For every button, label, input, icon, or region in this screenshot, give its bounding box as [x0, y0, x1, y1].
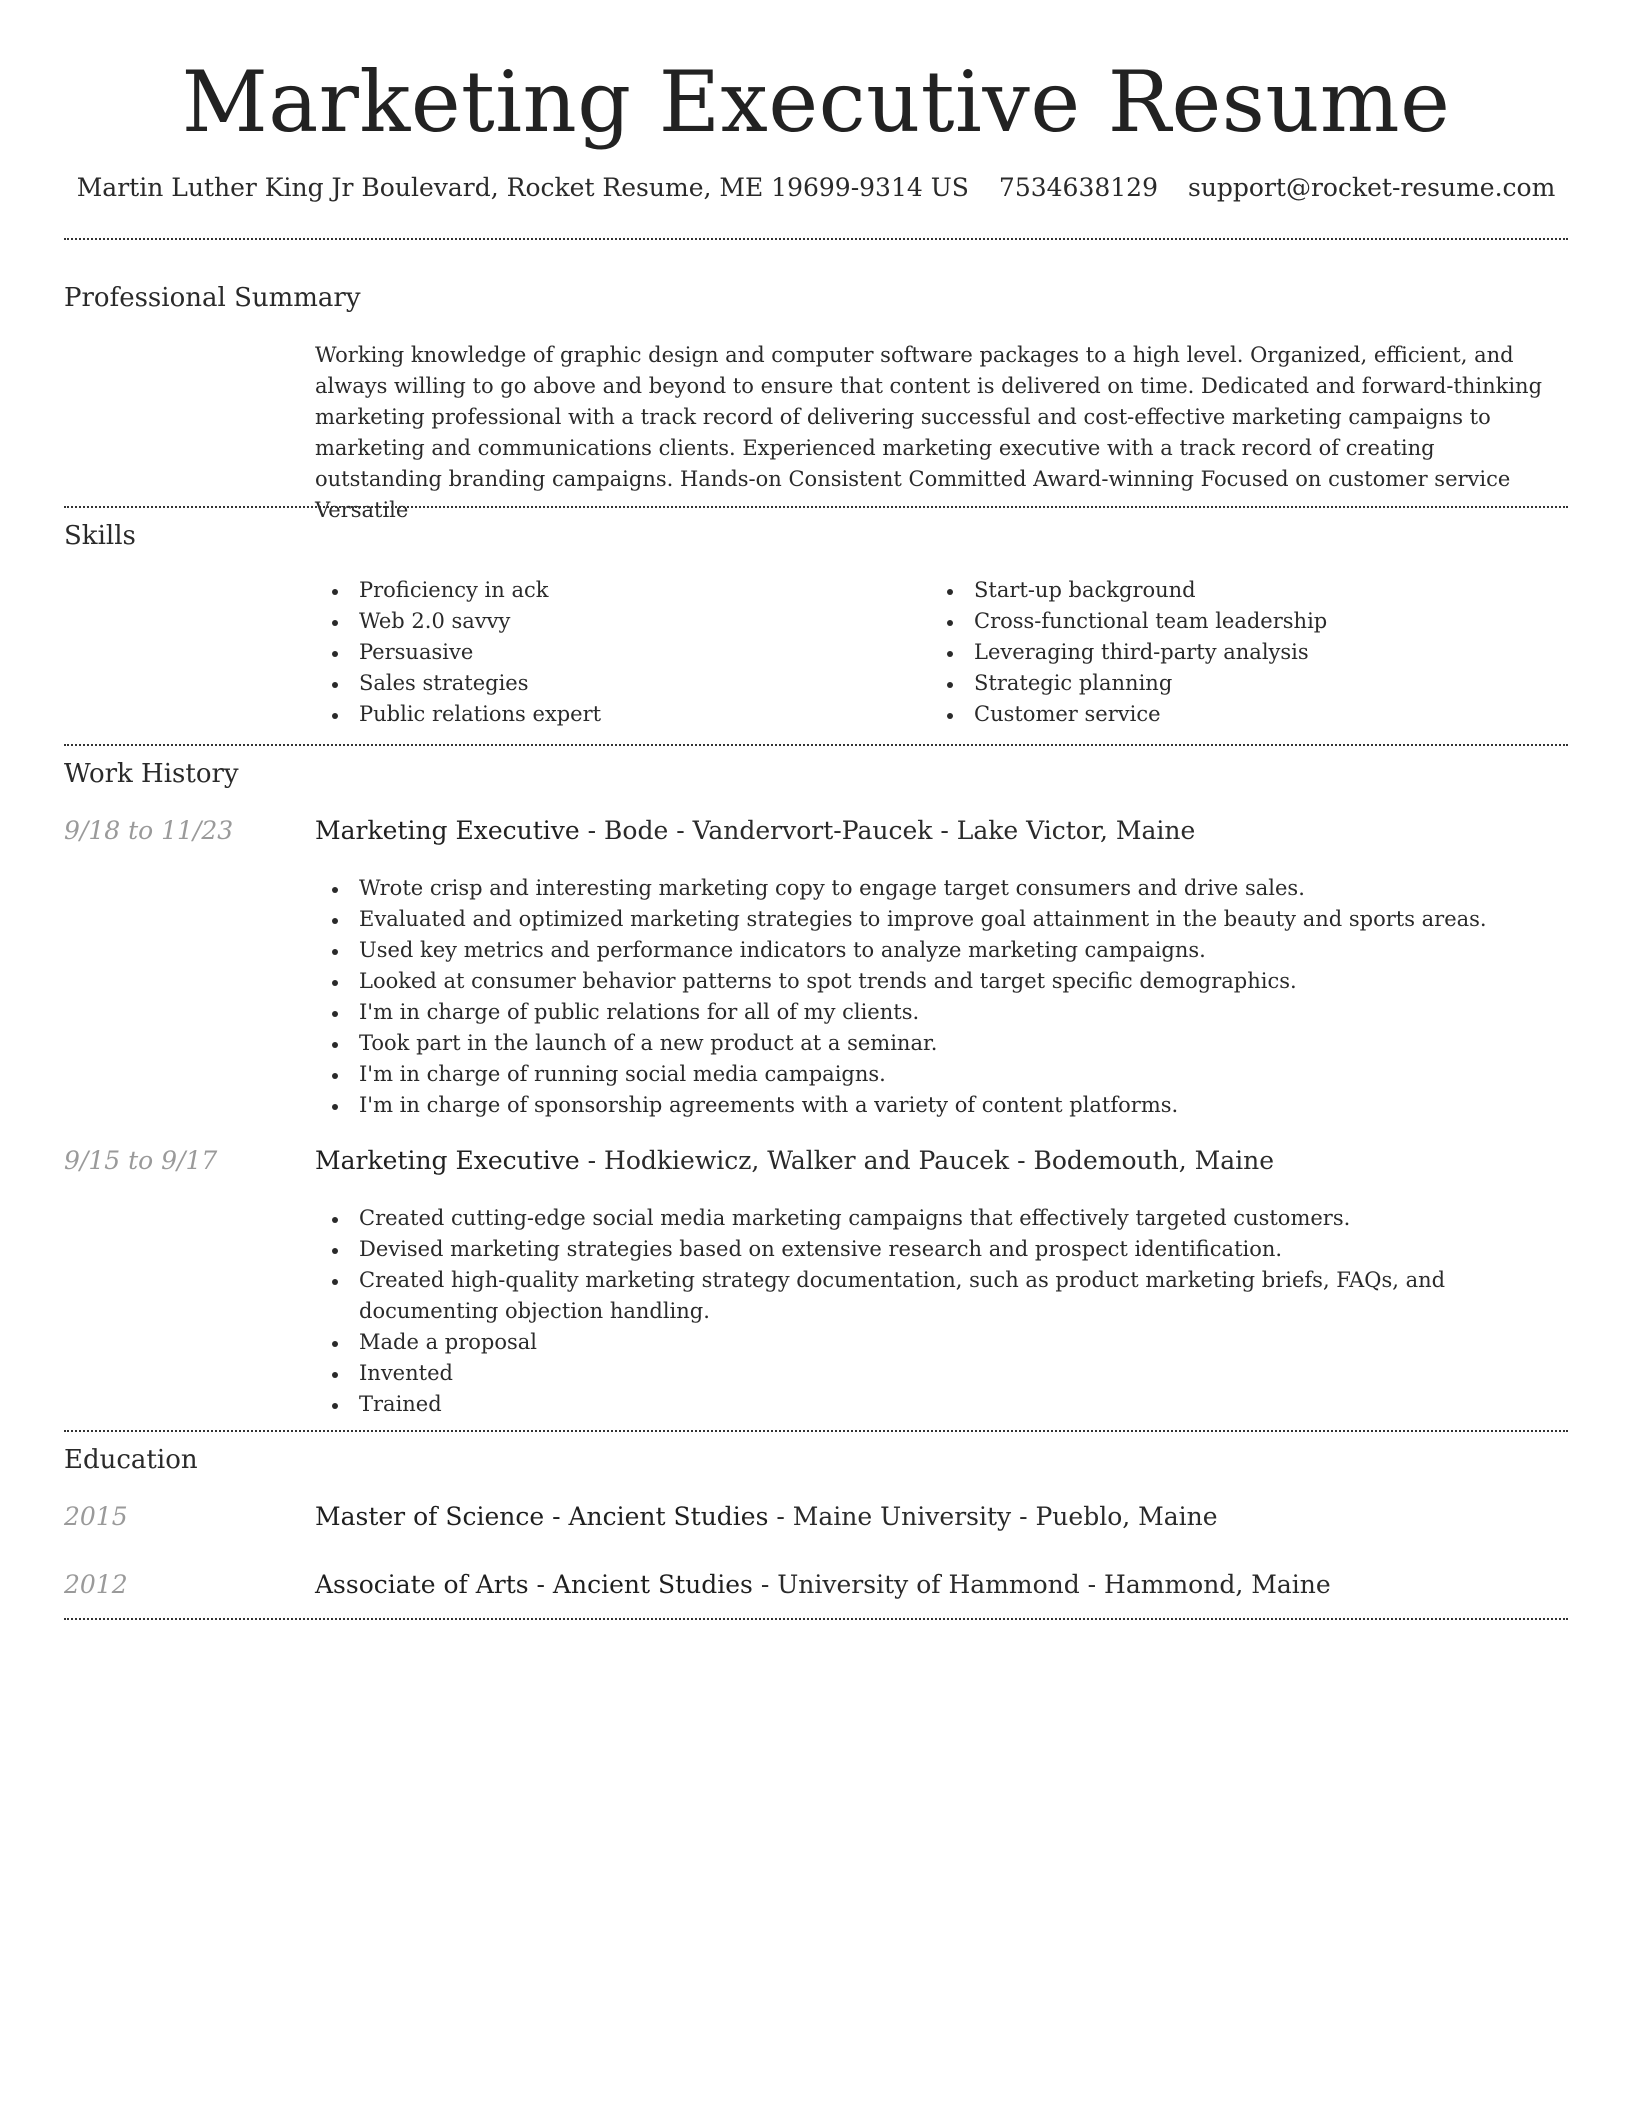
job-bullet: Wrote crisp and interesting marketing copy to engage target consumers and drive sales.: [315, 873, 1565, 904]
job-title: [315, 1143, 1274, 1179]
job-title: [315, 813, 1195, 849]
job-dates: 9/15 to 9/17: [64, 1146, 218, 1175]
job-role: Marketing Executive: [315, 1146, 580, 1175]
skill-item: Sales strategies: [315, 668, 915, 699]
contact-email[interactable]: support@rocket-resume.com: [1187, 173, 1556, 202]
section-divider: [64, 238, 1568, 240]
job-bullet: Created high-quality marketing strategy documentation, such as product marketing briefs, FAQs, and documenting objection handling.: [315, 1265, 1565, 1327]
education-degree: Associate of Arts - Ancient Studies: [315, 1570, 753, 1599]
education-heading: Education: [64, 1445, 198, 1475]
resume-title: Marketing Executive Resume: [181, 53, 1451, 151]
skill-item: Proficiency in ack: [315, 575, 915, 606]
work-history-heading: Work History: [64, 759, 239, 789]
contact-phone: 7534638129: [998, 173, 1158, 202]
skills-list-right: [930, 575, 1550, 730]
job-bullet: I'm in charge of public relations for all of my clients.: [315, 997, 1565, 1028]
summary-heading: Professional Summary: [64, 283, 361, 313]
contact-address: Martin Luther King Jr Boulevard, Rocket Resume, ME 19699-9314 US: [76, 173, 969, 202]
skill-item: Strategic planning: [930, 668, 1550, 699]
job-bullets: [315, 1203, 1565, 1420]
section-divider: [64, 506, 1568, 508]
job-employer: - Hodkiewicz, Walker and Paucek - Bodemouth, Maine: [579, 1146, 1275, 1175]
job-bullet: Created cutting-edge social media marketing campaigns that effectively targeted customers.: [315, 1203, 1565, 1234]
education-year: 2012: [64, 1570, 128, 1599]
skill-item: Customer service: [930, 699, 1550, 730]
skill-item: Public relations expert: [315, 699, 915, 730]
job-dates: 9/18 to 11/23: [64, 816, 234, 845]
summary-text: Working knowledge of graphic design and computer software packages to a high level. Organized, efficient, and always willing to go above and beyond to ensure that content is delivered on time. Dedicated and forward-thinking marketing professional with a track record of delivering successful and cost-effective marketing campaigns to marketing and communications clients. Experienced marketing executive with a track record of creating outstanding branding campaigns. Hands-on Consistent Committed Award-winning Focused on customer service Versatile: [315, 343, 1543, 522]
education-school: - Maine University - Pueblo, Maine: [768, 1502, 1218, 1531]
job-bullet: Trained: [315, 1389, 1565, 1420]
job-bullet: I'm in charge of sponsorship agreements with a variety of content platforms.: [315, 1090, 1565, 1121]
job-bullet: Invented: [315, 1358, 1565, 1389]
skills-heading: Skills: [64, 521, 136, 551]
section-divider: [64, 1430, 1568, 1432]
education-school: - University of Hammond - Hammond, Maine: [752, 1570, 1331, 1599]
job-bullet: Took part in the launch of a new product at a seminar.: [315, 1028, 1565, 1059]
job-employer: - Bode - Vandervort-Paucek - Lake Victor, Maine: [579, 816, 1196, 845]
education-entry: [315, 1499, 1218, 1535]
job-bullet: Devised marketing strategies based on extensive research and prospect identification.: [315, 1234, 1565, 1265]
section-divider: [64, 744, 1568, 746]
job-role: Marketing Executive: [315, 816, 580, 845]
job-bullet: Evaluated and optimized marketing strategies to improve goal attainment in the beauty and sports areas.: [315, 904, 1565, 935]
job-bullet: Looked at consumer behavior patterns to spot trends and target specific demographics.: [315, 966, 1565, 997]
education-entry: [315, 1567, 1331, 1603]
skill-item: Leveraging third-party analysis: [930, 637, 1550, 668]
job-bullet: Made a proposal: [315, 1327, 1565, 1358]
section-divider: [64, 1618, 1568, 1620]
contact-line: [0, 170, 1632, 206]
skill-item: Web 2.0 savvy: [315, 606, 915, 637]
skill-item: Start-up background: [930, 575, 1550, 606]
skill-item: Cross-functional team leadership: [930, 606, 1550, 637]
skills-list-left: [315, 575, 915, 730]
skill-item: Persuasive: [315, 637, 915, 668]
education-year: 2015: [64, 1502, 128, 1531]
job-bullet: I'm in charge of running social media campaigns.: [315, 1059, 1565, 1090]
education-degree: Master of Science - Ancient Studies: [315, 1502, 769, 1531]
job-bullets: [315, 873, 1565, 1121]
job-bullet: Used key metrics and performance indicators to analyze marketing campaigns.: [315, 935, 1565, 966]
